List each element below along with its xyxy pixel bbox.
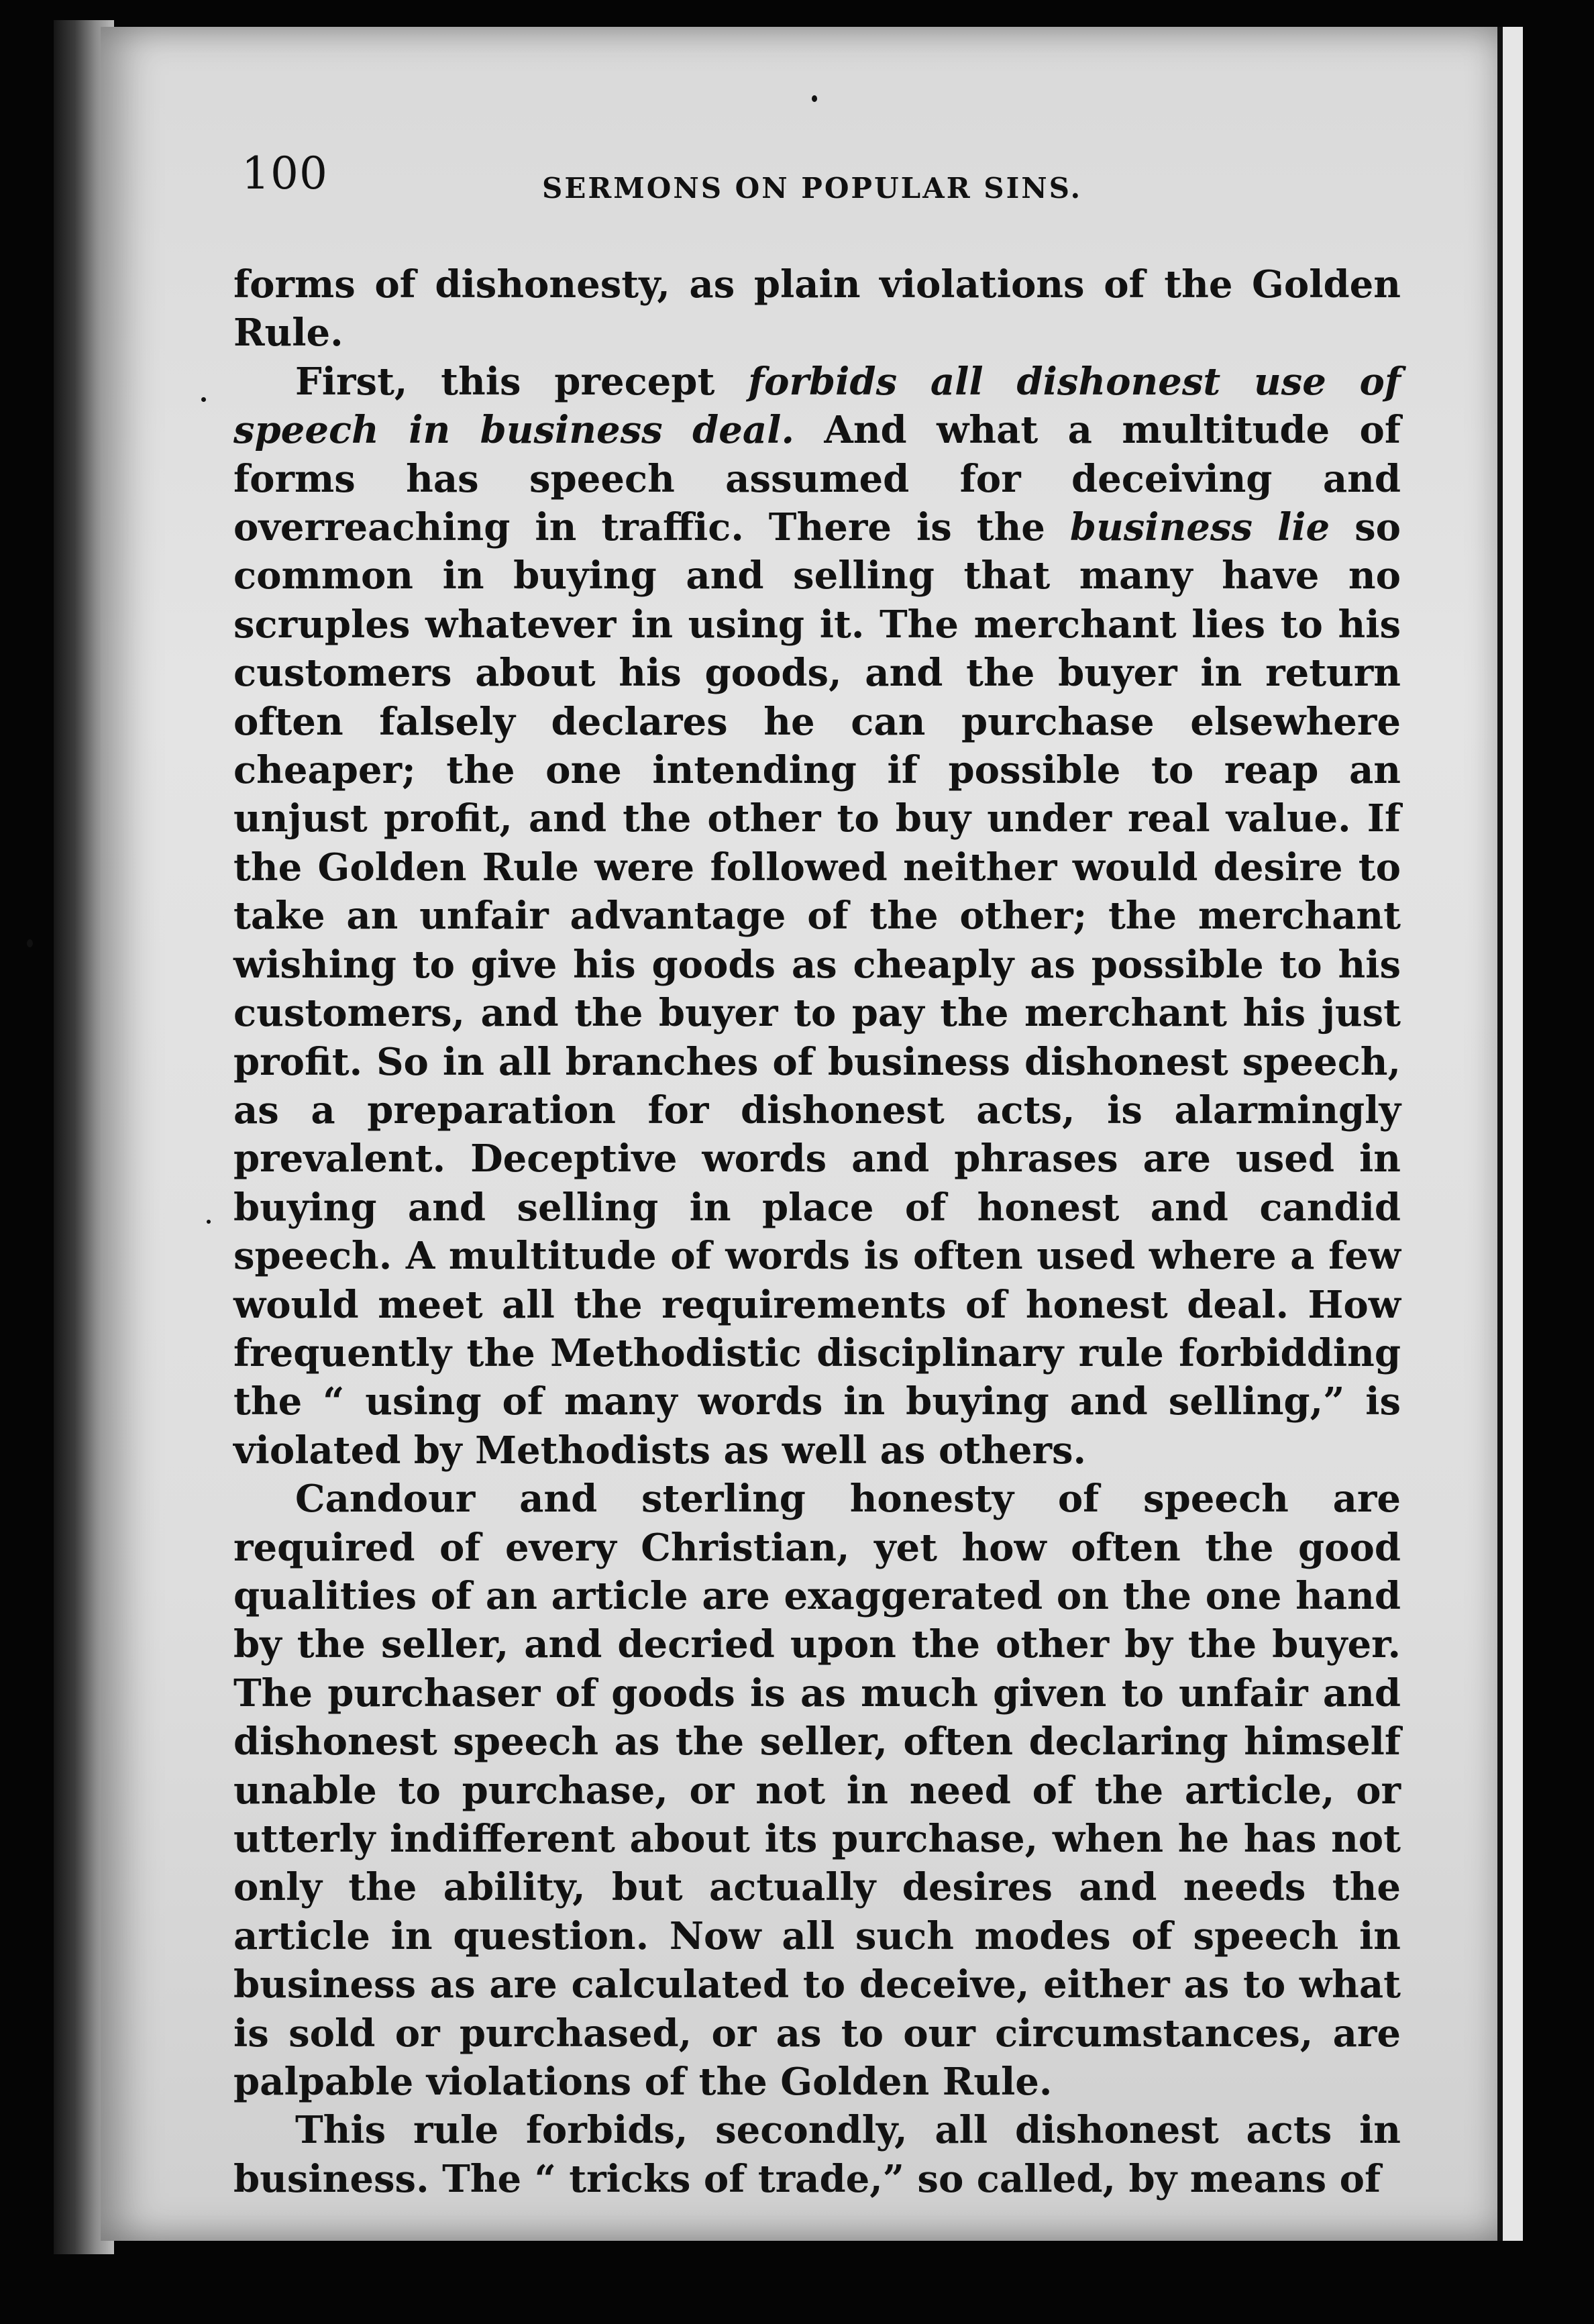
paragraph-text: First, this precept [295,359,749,404]
scan-speck [27,939,33,947]
page-number: 100 [242,148,328,199]
italic-text: business lie [1069,505,1330,550]
paragraph-text: And what a multitude of forms has speech assumed for deceiving and overreaching in traffic. There is the [233,408,1401,550]
paragraph-text: so common in buying and selling that many have no scruples whatever in using it. The merchant lies to his customers about his goods, and the buyer in return often falsely declares he can purchase elsewhere cheaper; the one intending if possible to reap an unjust profit, and the other to buy under real value. If the Golden Rule were followed neither would desire to take an unfair advantage of the other; the merchant wishing to give his goods as cheaply as possible to his customers, and the buyer to pay the merchant his just profit. So in all branches of business dishonest speech, as a preparation for dishonest acts, is alarmingly prevalent. Deceptive words and phrases are used in buying and selling in place of honest and candid speech. A multitude of words is often used where a few would meet all the requirements of honest deal. How frequently the Methodistic disciplinary rule forbidding the “ using of many words in buying and selling,” is violated by Methodists as well as others. [233,505,1401,1473]
scan-speck [812,95,817,102]
body-text [233,260,1401,2203]
scan-speck [201,397,206,402]
facing-page-strip [1503,27,1523,2241]
paragraph-text: This rule forbids, secondly, all dishonest acts in business. The “ tricks of trade,” so called, by means of [233,2108,1401,2201]
paragraph-text: Candour and sterling honesty of speech are required of every Christian, yet how often the good qualities of an article are exaggerated on the one hand by the seller, and decried upon the other by the buyer. The purchaser of goods is as much given to unfair and dishonest speech as the seller, often declaring himself unable to purchase, or not in need of the article, or utterly indifferent about its purchase, when he has not only the ability, but actually desires and needs the article in question. Now all such modes of speech in business as are calculated to deceive, either as to what is sold or purchased, or as to our circumstances, are palpable violations of the Golden Rule. [233,1477,1401,2105]
paragraph [233,358,1401,1475]
scan-speck [207,1220,211,1224]
paragraph [233,260,1401,358]
paragraph-text: forms of dishonesty, as plain violations of the Golden Rule. [233,262,1401,356]
running-head: SERMONS ON POPULAR SINS. [542,172,1083,205]
paragraph [233,2106,1401,2203]
page-header [242,148,1382,208]
paragraph [233,1475,1401,2106]
italic-text: forbids all dishonest use of speech in business deal. [233,359,1401,453]
